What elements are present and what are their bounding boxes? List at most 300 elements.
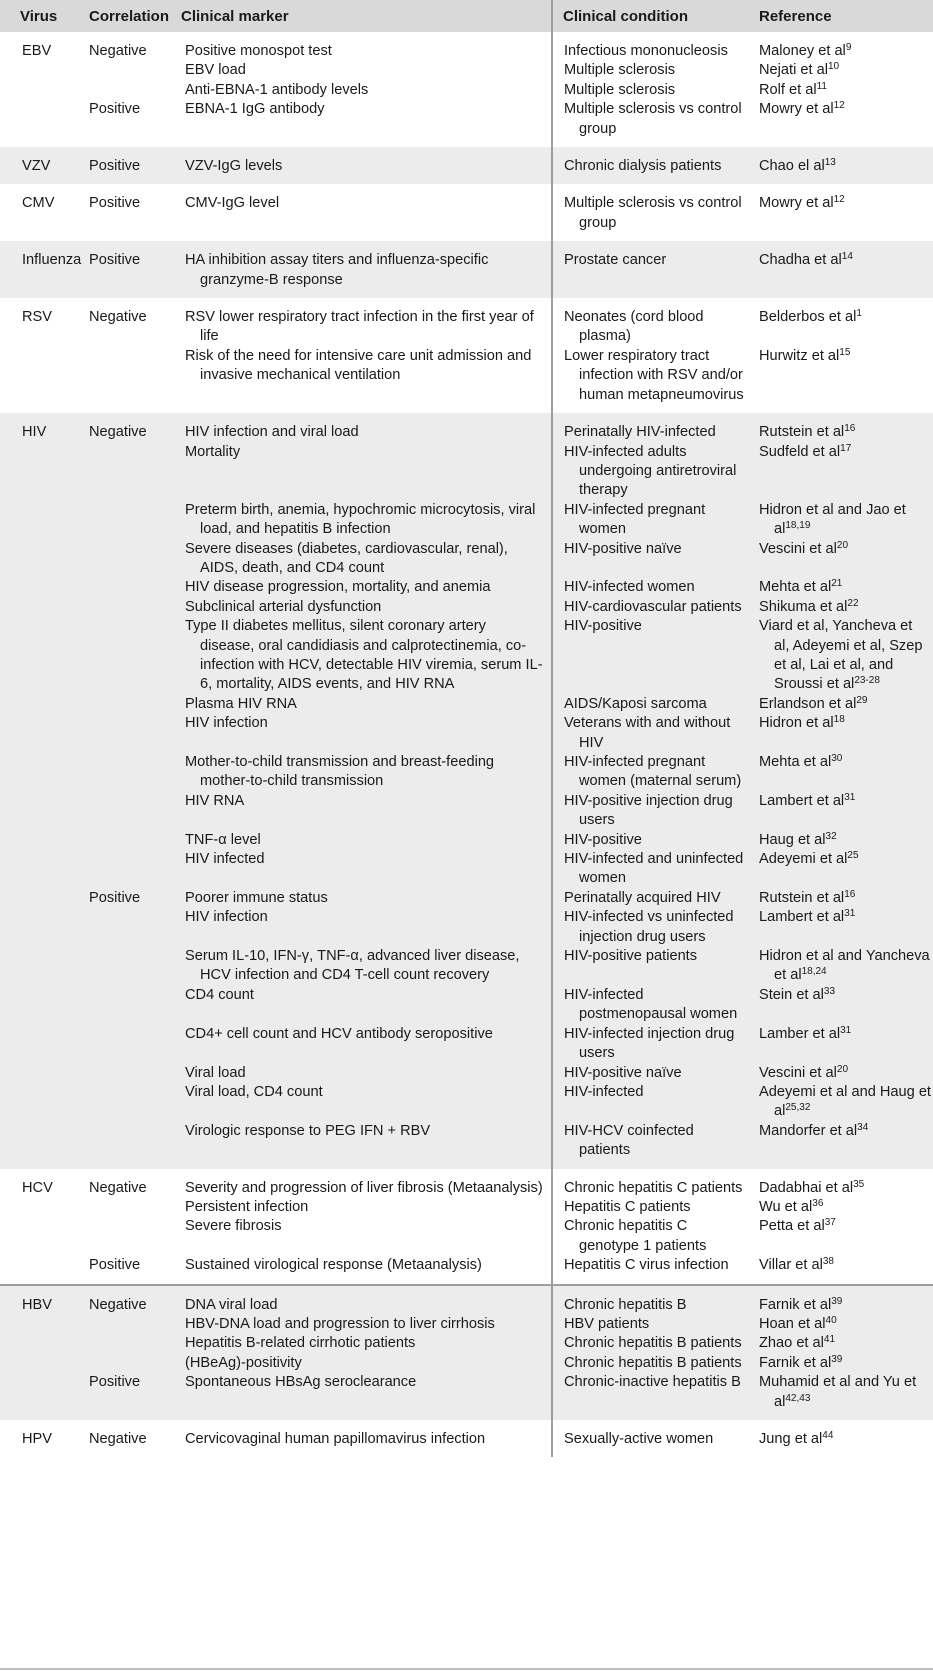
cell-correlation <box>79 1064 171 1083</box>
cell-clinical-condition <box>552 850 749 889</box>
cell-clinical-marker <box>171 1169 552 1198</box>
table-row <box>0 1256 933 1284</box>
reference-authors: Adeyemi et al <box>759 851 848 868</box>
cell-virus <box>0 695 79 714</box>
clinical-condition-text: Multiple sclerosis vs control group <box>564 101 742 137</box>
cell-clinical-marker <box>171 1256 552 1284</box>
reference-authors: Jung et al <box>759 1431 823 1447</box>
cell-clinical-condition <box>552 413 749 442</box>
table-row <box>0 714 933 753</box>
cell-reference <box>749 501 933 540</box>
header-clinical-marker: Clinical marker <box>171 0 552 32</box>
reference-authors: Dadabhai et al <box>759 1179 854 1196</box>
reference-citation-number: 13 <box>824 157 836 169</box>
cell-clinical-marker <box>171 1064 552 1083</box>
reference-authors: Mehta et al <box>759 579 832 596</box>
reference-citation-number: 23-28 <box>854 675 880 687</box>
table-row <box>0 184 933 241</box>
reference-authors: Lambert et al <box>759 909 845 926</box>
clinical-marker-text: HIV infection and viral load <box>185 424 359 441</box>
cell-correlation <box>79 714 171 753</box>
clinical-condition-text: Multiple sclerosis <box>564 81 676 98</box>
cell-virus <box>0 578 79 597</box>
virus-group-hpv <box>0 1420 933 1457</box>
reference-citation-number: 44 <box>822 1430 834 1441</box>
cell-correlation <box>79 1217 171 1256</box>
clinical-condition-text: HIV-positive naïve <box>564 1064 682 1081</box>
clinical-marker-text: Severity and progression of liver fibrosis (Metaanalysis) <box>185 1179 543 1196</box>
cell-reference <box>749 1217 933 1256</box>
cell-clinical-condition <box>552 831 749 850</box>
clinical-marker-text: Type II diabetes mellitus, silent coronary artery disease, oral candidiasis and calprotectinemia, co-infection with HCV, detectable HIV viremia, serum IL-6, mortality, AIDS events, and HIV RNA <box>185 618 543 693</box>
clinical-condition-text: Infectious mononucleosis <box>564 43 728 59</box>
reference-authors: Shikuma et al <box>759 598 848 615</box>
cell-clinical-condition <box>552 1083 749 1122</box>
cell-virus <box>0 753 79 792</box>
cell-virus: CMV <box>22 195 55 212</box>
reference-authors: Farnik et al <box>759 1354 832 1371</box>
cell-reference <box>749 1420 933 1457</box>
cell-virus <box>0 81 79 100</box>
table-row <box>0 1373 933 1420</box>
table-row <box>0 792 933 831</box>
reference-citation-number: 12 <box>833 194 845 206</box>
cell-clinical-condition <box>552 443 749 501</box>
cell-clinical-marker <box>171 1122 552 1169</box>
cell-reference <box>749 147 933 184</box>
cell-reference <box>749 831 933 850</box>
virus-group-hbv <box>0 1285 933 1420</box>
cell-clinical-condition <box>552 1064 749 1083</box>
cell-virus: HIV <box>0 413 79 442</box>
reference-authors: Farnik et al <box>759 1296 832 1313</box>
clinical-condition-text: Lower respiratory tract infection with RSV and/or human metapneumovirus <box>564 347 744 403</box>
clinical-condition-text: HIV-positive injection drug users <box>564 792 733 829</box>
reference-citation-number: 33 <box>823 985 836 997</box>
table-row <box>0 1315 933 1334</box>
cell-clinical-marker <box>171 617 552 695</box>
table-row <box>0 598 933 617</box>
cell-clinical-condition <box>552 598 749 617</box>
cell-virus: RSV <box>22 309 53 326</box>
table-row <box>0 147 933 184</box>
cell-virus <box>0 1198 79 1217</box>
cell-reference <box>749 443 933 501</box>
reference-text <box>759 831 931 850</box>
clinical-condition-text: HIV-positive <box>564 831 642 848</box>
clinical-condition-text: HIV-infected <box>564 1083 644 1100</box>
clinical-marker-text: Subclinical arterial dysfunction <box>185 598 382 615</box>
table-row <box>0 1285 933 1315</box>
clinical-marker-text: Risk of the need for intensive care unit admission and invasive mechanical ventilation <box>185 347 532 384</box>
cell-correlation <box>79 1354 171 1373</box>
clinical-condition-text: HIV-infected adults undergoing antiretroviral therapy <box>564 443 737 499</box>
reference-text <box>759 1430 931 1449</box>
reference-citation-number: 14 <box>841 251 853 263</box>
virus-group-hiv <box>0 413 933 1168</box>
clinical-marker-text: HIV infection <box>185 909 268 926</box>
table-row <box>0 32 933 61</box>
cell-virus <box>0 850 79 889</box>
clinical-marker-text: HA inhibition assay titers and influenza-specific granzyme-B response <box>185 252 489 288</box>
clinical-condition-text: Multiple sclerosis <box>564 62 676 79</box>
cell-reference <box>749 986 933 1025</box>
reference-text <box>759 617 931 695</box>
clinical-condition-text: Chronic hepatitis B patients <box>564 1354 742 1371</box>
reference-authors: Chao el al <box>759 158 825 175</box>
cell-virus <box>0 617 79 695</box>
cell-correlation <box>79 1198 171 1217</box>
cell-clinical-marker <box>171 947 552 986</box>
table-row <box>0 753 933 792</box>
table-row <box>0 540 933 579</box>
cell-correlation <box>79 501 171 540</box>
reference-authors: Chadha et al <box>759 252 842 269</box>
cell-clinical-marker <box>171 184 552 241</box>
clinical-marker-text: Viral load <box>185 1064 246 1081</box>
reference-citation-number: 41 <box>823 1334 836 1346</box>
reference-text <box>759 1373 931 1412</box>
virus-group-ebv <box>0 32 933 147</box>
cell-clinical-condition <box>552 1198 749 1217</box>
reference-citation-number: 39 <box>831 1353 843 1365</box>
cell-clinical-condition <box>552 1373 749 1420</box>
reference-citation-number: 18,24 <box>801 966 827 978</box>
clinical-marker-text: HIV infected <box>185 851 265 868</box>
clinical-condition-text: Prostate cancer <box>564 252 667 269</box>
cell-clinical-condition <box>552 986 749 1025</box>
reference-text <box>759 100 931 119</box>
reference-text <box>759 1198 931 1217</box>
cell-clinical-marker <box>171 501 552 540</box>
cell-clinical-marker <box>171 792 552 831</box>
reference-text <box>759 598 931 617</box>
reference-citation-number: 30 <box>831 753 843 764</box>
cell-clinical-condition <box>552 501 749 540</box>
reference-authors: Rutstein et al <box>759 424 845 441</box>
cell-virus <box>0 1122 79 1169</box>
table-row <box>0 1217 933 1256</box>
virus-group-cmv <box>0 184 933 241</box>
reference-authors: Mowry et al <box>759 101 834 118</box>
clinical-condition-text: Neonates (cord blood plasma) <box>564 309 704 345</box>
reference-citation-number: 25,32 <box>785 1102 811 1114</box>
reference-text <box>759 1025 931 1044</box>
reference-text <box>759 1354 931 1373</box>
cell-correlation: Positive <box>89 101 141 118</box>
cell-reference <box>749 413 933 442</box>
cell-virus <box>0 1083 79 1122</box>
clinical-condition-text: Chronic hepatitis C genotype 1 patients <box>564 1218 707 1254</box>
clinical-marker-text: CD4 count <box>185 986 254 1003</box>
table-row <box>0 578 933 597</box>
cell-correlation <box>79 347 171 413</box>
clinical-marker-text: Serum IL-10, IFN-γ, TNF-α, advanced liver disease, HCV infection and CD4 T-cell count recovery <box>185 948 520 984</box>
clinical-condition-text: HIV-infected pregnant women <box>564 501 706 538</box>
cell-clinical-condition <box>552 61 749 80</box>
cell-clinical-marker <box>171 1354 552 1373</box>
clinical-marker-text: Hepatitis B-related cirrhotic patients <box>185 1335 416 1352</box>
table-row <box>0 61 933 80</box>
cell-clinical-condition <box>552 32 749 61</box>
reference-citation-number: 38 <box>822 1256 834 1268</box>
cell-clinical-condition <box>552 347 749 413</box>
cell-reference <box>749 1169 933 1198</box>
table-row <box>0 889 933 908</box>
cell-clinical-marker <box>171 298 552 347</box>
table-row <box>0 908 933 947</box>
clinical-condition-text: HIV-infected and uninfected women <box>564 851 744 887</box>
reference-text <box>759 986 931 1005</box>
clinical-condition-text: HIV-cardiovascular patients <box>564 598 742 615</box>
reference-citation-number: 37 <box>824 1217 836 1229</box>
cell-correlation <box>79 61 171 80</box>
cell-clinical-condition <box>552 147 749 184</box>
cell-correlation <box>79 578 171 597</box>
cell-clinical-marker <box>171 908 552 947</box>
header-correlation: Correlation <box>79 0 171 32</box>
cell-virus <box>0 347 79 413</box>
clinical-condition-text: Chronic hepatitis B <box>564 1296 687 1313</box>
cell-clinical-marker <box>171 1315 552 1334</box>
cell-virus: VZV <box>0 147 79 184</box>
cell-virus <box>0 947 79 986</box>
cell-clinical-condition <box>552 617 749 695</box>
reference-text <box>759 792 931 811</box>
cell-clinical-condition <box>552 81 749 100</box>
clinical-marker-text: VZV-IgG levels <box>185 158 283 175</box>
cell-virus <box>0 1334 79 1353</box>
clinical-marker-text: Poorer immune status <box>185 889 328 906</box>
clinical-condition-text: Veterans with and without HIV <box>564 715 731 751</box>
clinical-condition-text: Perinatally HIV-infected <box>564 424 716 441</box>
reference-citation-number: 36 <box>812 1197 824 1209</box>
clinical-marker-text: Mother-to-child transmission and breast-feeding mother-to-child transmission <box>185 754 495 790</box>
cell-correlation: Negative <box>89 1179 147 1196</box>
cell-virus <box>0 1354 79 1373</box>
table-row <box>0 986 933 1025</box>
clinical-marker-text: Severe fibrosis <box>185 1218 282 1235</box>
cell-virus <box>0 986 79 1025</box>
cell-clinical-marker <box>171 1334 552 1353</box>
cell-reference <box>749 1083 933 1122</box>
cell-clinical-marker <box>171 986 552 1025</box>
reference-text <box>759 947 931 986</box>
cell-clinical-marker <box>171 598 552 617</box>
cell-clinical-marker <box>171 147 552 184</box>
cell-virus <box>0 1373 79 1420</box>
reference-citation-number: 10 <box>827 61 840 73</box>
table-row <box>0 1064 933 1083</box>
cell-reference <box>749 100 933 147</box>
cell-correlation <box>79 443 171 501</box>
clinical-condition-text: Hepatitis C virus infection <box>564 1257 729 1274</box>
cell-clinical-marker <box>171 850 552 889</box>
cell-clinical-marker <box>171 1420 552 1457</box>
cell-clinical-condition <box>552 1420 749 1457</box>
clinical-condition-text: Perinatally acquired HIV <box>564 889 721 906</box>
reference-authors: Haug et al <box>759 831 826 848</box>
reference-authors: Rutstein et al <box>759 889 845 906</box>
reference-text <box>759 1256 931 1275</box>
reference-citation-number: 31 <box>844 908 856 920</box>
clinical-condition-text: Hepatitis C patients <box>564 1198 691 1215</box>
reference-text <box>759 695 931 714</box>
reference-authors: Hidron et al <box>759 715 834 732</box>
cell-reference <box>749 1064 933 1083</box>
clinical-marker-text: Preterm birth, anemia, hypochromic microcytosis, viral load, and hepatitis B infection <box>185 501 536 538</box>
cell-virus: HCV <box>22 1179 53 1196</box>
clinical-condition-text: HIV-infected postmenopausal women <box>564 986 738 1023</box>
reference-authors: Nejati et al <box>759 62 828 79</box>
clinical-condition-text: HIV-positive patients <box>564 948 698 965</box>
cell-virus <box>0 1315 79 1334</box>
reference-text <box>759 1064 931 1083</box>
cell-virus <box>0 598 79 617</box>
cell-reference <box>749 792 933 831</box>
clinical-marker-text: Viral load, CD4 count <box>185 1083 323 1100</box>
table-row <box>0 1169 933 1198</box>
cell-virus <box>0 1217 79 1256</box>
clinical-marker-text: (HBeAg)-positivity <box>185 1354 302 1371</box>
reference-citation-number: 42,43 <box>785 1392 811 1404</box>
clinical-marker-text: DNA viral load <box>185 1296 278 1313</box>
table-row <box>0 443 933 501</box>
cell-correlation: Negative <box>79 413 171 442</box>
reference-citation-number: 40 <box>825 1314 837 1326</box>
cell-clinical-condition <box>552 184 749 241</box>
cell-virus: EBV <box>22 43 52 59</box>
cell-reference <box>749 1373 933 1420</box>
cell-reference <box>749 347 933 413</box>
cell-clinical-marker <box>171 1285 552 1315</box>
reference-text <box>759 1083 931 1122</box>
table-row <box>0 617 933 695</box>
reference-authors: Hidron et al and Jao et al <box>759 501 906 538</box>
clinical-marker-text: Severe diseases (diabetes, cardiovascular, renal), AIDS, death, and CD4 count <box>185 540 508 576</box>
cell-correlation: Positive <box>79 1373 171 1420</box>
reference-authors: Zhao et al <box>759 1335 824 1352</box>
reference-authors: Hidron et al and Yancheva et al <box>759 948 930 984</box>
cell-clinical-marker <box>171 241 552 298</box>
cell-clinical-marker <box>171 714 552 753</box>
cell-clinical-marker <box>171 540 552 579</box>
clinical-condition-text: HIV-positive <box>564 618 642 635</box>
reference-authors: Hurwitz et al <box>759 347 840 364</box>
clinical-marker-text: Anti-EBNA-1 antibody levels <box>185 81 369 98</box>
clinical-condition-text: AIDS/Kaposi sarcoma <box>564 695 707 712</box>
cell-clinical-condition <box>552 100 749 147</box>
reference-citation-number: 39 <box>831 1295 843 1307</box>
header-clinical-condition: Clinical condition <box>552 0 749 32</box>
cell-clinical-condition <box>552 1025 749 1064</box>
cell-correlation <box>79 1025 171 1064</box>
cell-correlation <box>79 850 171 889</box>
cell-correlation: Negative <box>89 1431 147 1447</box>
reference-citation-number: 29 <box>856 694 868 706</box>
reference-text <box>759 889 931 908</box>
cell-clinical-marker <box>171 889 552 908</box>
cell-correlation: Positive <box>79 241 171 298</box>
reference-authors: Petta et al <box>759 1218 825 1235</box>
header-reference: Reference <box>749 0 933 32</box>
cell-clinical-condition <box>552 889 749 908</box>
cell-clinical-condition <box>552 695 749 714</box>
cell-correlation <box>79 1334 171 1353</box>
cell-virus <box>0 1064 79 1083</box>
cell-correlation <box>79 598 171 617</box>
reference-text <box>759 578 931 597</box>
cell-clinical-condition <box>552 1256 749 1284</box>
reference-authors: Mandorfer et al <box>759 1122 858 1139</box>
clinical-condition-text: Sexually-active women <box>564 1431 714 1447</box>
reference-citation-number: 15 <box>839 346 851 358</box>
reference-text <box>759 714 931 733</box>
cell-correlation <box>79 1122 171 1169</box>
cell-correlation: Positive <box>79 889 171 908</box>
cell-reference <box>749 184 933 241</box>
cell-correlation: Negative <box>89 43 147 59</box>
table-row <box>0 1198 933 1217</box>
reference-authors: Viard et al, Yancheva et al, Adeyemi et al, Szep et al, Lai et al, and Sroussi et al <box>759 618 923 693</box>
reference-authors: Adeyemi et al and Haug et al <box>759 1083 931 1120</box>
table-row <box>0 850 933 889</box>
cell-clinical-condition <box>552 241 749 298</box>
reference-authors: Hoan et al <box>759 1315 826 1332</box>
reference-authors: Vescini et al <box>759 540 837 557</box>
cell-clinical-condition <box>552 1169 749 1198</box>
table-row <box>0 347 933 413</box>
cell-clinical-marker <box>171 1373 552 1420</box>
cell-clinical-condition <box>552 1315 749 1334</box>
reference-text <box>759 1179 931 1198</box>
table-row <box>0 1083 933 1122</box>
cell-virus <box>0 1256 79 1284</box>
table-row <box>0 241 933 298</box>
cell-clinical-condition <box>552 908 749 947</box>
clinical-condition-text: HIV-infected pregnant women (maternal serum) <box>564 754 742 790</box>
reference-citation-number: 16 <box>844 423 856 435</box>
cell-correlation: Positive <box>79 147 171 184</box>
reference-authors: Lambert et al <box>759 792 845 809</box>
cell-clinical-condition <box>552 298 749 347</box>
clinical-marker-text: Persistent infection <box>185 1198 309 1215</box>
reference-text <box>759 42 931 61</box>
cell-clinical-marker <box>171 81 552 100</box>
reference-authors: Villar et al <box>759 1257 823 1274</box>
reference-text <box>759 1315 931 1334</box>
clinical-condition-text: Multiple sclerosis vs control group <box>564 195 742 231</box>
reference-citation-number: 34 <box>857 1121 869 1133</box>
cell-reference <box>749 1315 933 1334</box>
clinical-condition-text: Chronic-inactive hepatitis B <box>564 1374 741 1391</box>
reference-authors: Lamber et al <box>759 1025 841 1042</box>
table-row <box>0 947 933 986</box>
virus-group-vzv <box>0 147 933 184</box>
reference-citation-number: 31 <box>844 791 856 803</box>
cell-reference <box>749 598 933 617</box>
cell-reference <box>749 1354 933 1373</box>
reference-citation-number: 20 <box>836 1063 849 1075</box>
cell-clinical-marker <box>171 413 552 442</box>
clinical-condition-text: HIV-infected vs uninfected injection drug users <box>564 909 734 945</box>
table-row <box>0 1025 933 1064</box>
cell-virus <box>0 714 79 753</box>
clinical-condition-text: Chronic dialysis patients <box>564 158 722 175</box>
reference-citation-number: 9 <box>845 42 852 53</box>
reference-text <box>759 347 931 366</box>
cell-reference <box>749 241 933 298</box>
